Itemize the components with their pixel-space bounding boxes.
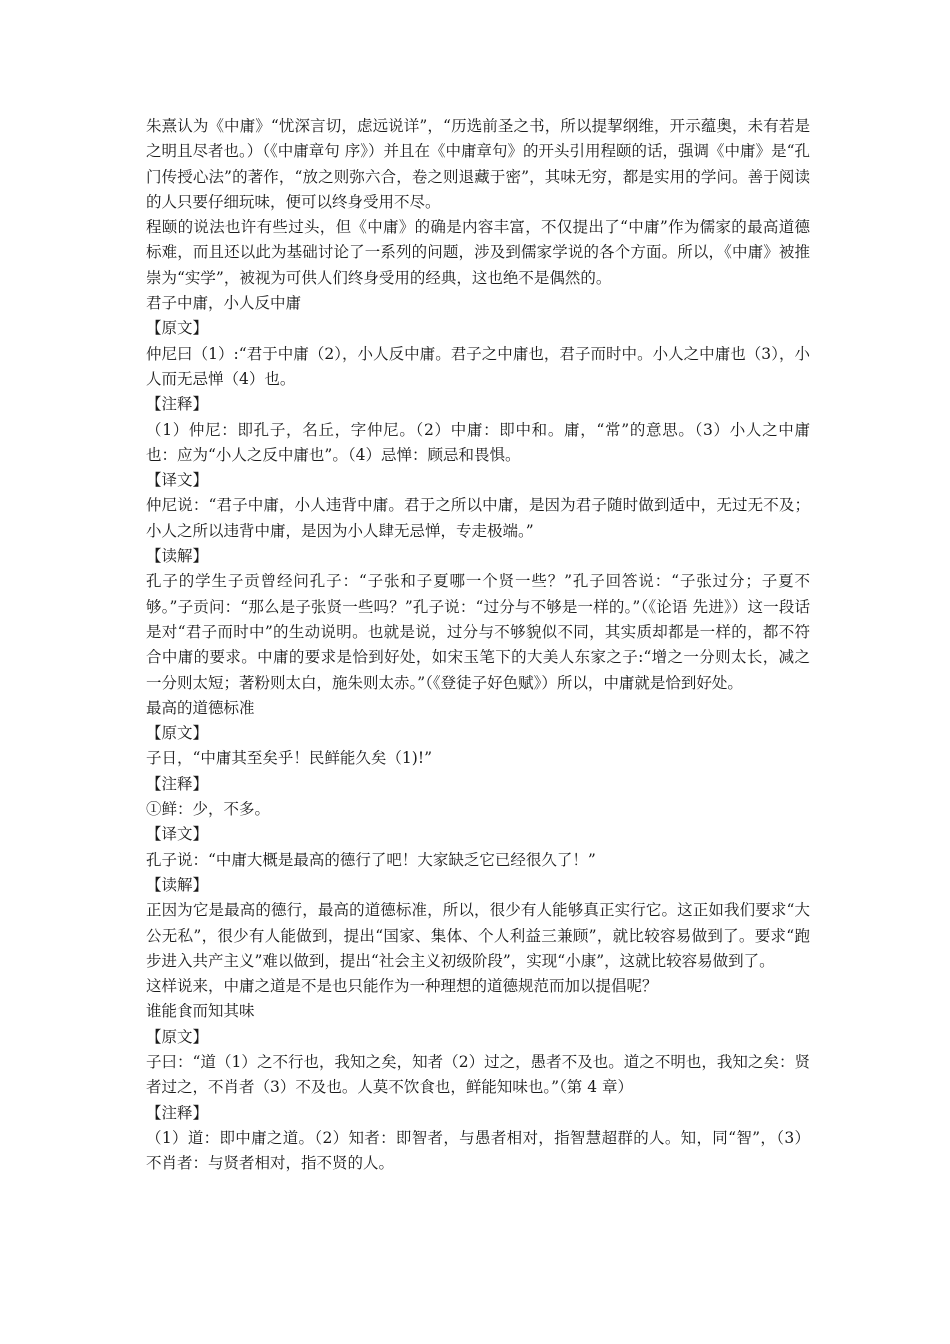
label-translation: 【译文】 bbox=[146, 471, 209, 490]
annotation-text: ①鲜：少，不多。 bbox=[146, 800, 271, 819]
original-text: 子日，“中庸其至矣乎！民鲜能久矣（1)!” bbox=[146, 749, 432, 768]
paragraph-intro-zhuxi: 朱熹认为《中庸》“忧深言切，虑远说详”，“历选前圣之书，所以提挈纲维，开示蕴奥，未有若是之明且尽者也。）（《中庸章句 序》）并且在《中庸章句》的开头引用程颐的话，强调《中庸》是“孔门传授心法”的著作，“放之则弥六合，卷之则退藏于密”，其味无穷，都是实用的学问。善于阅读的人只要仔细玩味，便可以终身受用不尽。 bbox=[146, 117, 810, 211]
annotation-text: （1）仲尼：即孔子，名丘，字仲尼。（2）中庸：即中和。庸，“常”的意思。（3）小人之中庸也：应为“小人之反中庸也”。（4）忌惮：顾忌和畏惧。 bbox=[146, 420, 810, 464]
label-annotation: 【注释】 bbox=[146, 395, 209, 414]
label-translation: 【译文】 bbox=[146, 825, 209, 844]
label-annotation: 【注释】 bbox=[146, 774, 209, 793]
document-body bbox=[146, 114, 810, 1176]
annotation-text: （1）道：即中庸之道。（2）知者：即智者，与愚者相对，指智慧超群的人。知，同“智”，（3）不肖者：与贤者相对，指不贤的人。 bbox=[146, 1128, 810, 1173]
original-text: 子曰：“道（1）之不行也，我知之矣，知者（2）过之，愚者不及也。道之不明也，我知之矣：贤者过之，不肖者（3）不及也。人莫不饮食也，鲜能知味也。”（第 4 章） bbox=[146, 1052, 810, 1097]
paragraph-intro-chengyi: 程颐的说法也许有些过头，但《中庸》的确是内容丰富，不仅提出了“中庸”作为儒家的最高道德标难，而且还以此为基础讨论了一系列的问题，涉及到儒家学说的各个方面。所以，《中庸》被推崇为“实学”，被视为可供人们终身受用的经典，这也绝不是偶然的。 bbox=[146, 218, 810, 287]
label-original-text: 【原文】 bbox=[146, 724, 209, 743]
interpretation-question: 这样说来，中庸之道是不是也只能作为一种理想的道德规范而加以提倡呢？ bbox=[146, 977, 658, 996]
label-interpretation: 【读解】 bbox=[146, 547, 209, 566]
section-heading-2: 最高的道德标准 bbox=[146, 698, 255, 717]
section-heading-3: 谁能食而知其味 bbox=[146, 1002, 255, 1021]
original-text: 仲尼曰（1）:“君于中庸（2），小人反中庸。君子之中庸也，君子而时中。小人之中庸也（3），小人而无忌惮（4）也。 bbox=[146, 344, 810, 388]
interpretation-text: 孔子的学生子贡曾经问孔子：“子张和子夏哪一个贤一些？”孔子回答说：“子张过分；子夏不够。”子贡问：“那么是子张贤一些吗？”孔子说：“过分与不够是一样的。”（《论语 先进》）这一段话是对“君子而时中”的生动说明。也就是说，过分与不够貌似不同，其实质却都是一样的，都不符合中庸的要求。中庸的要求是恰到好处，如宋玉笔下的大美人东家之子:“增之一分则太长，减之一分则太短；著粉则太白，施朱则太赤。”（《登徒子好色赋》）所以，中庸就是恰到好处。 bbox=[146, 572, 810, 692]
translation-text: 仲尼说：“君子中庸，小人违背中庸。君于之所以中庸，是因为君子随时做到适中，无过无不及；小人之所以违背中庸，是因为小人肆无忌惮，专走极端。” bbox=[146, 496, 810, 540]
translation-text: 孔子说：“中庸大概是最高的德行了吧！大家缺乏它已经很久了！” bbox=[146, 850, 596, 869]
label-original-text: 【原文】 bbox=[146, 1027, 209, 1046]
label-interpretation: 【读解】 bbox=[146, 875, 209, 894]
interpretation-text: 正因为它是最高的德行，最高的道德标准，所以，很少有人能够真正实行它。这正如我们要求“大公无私”，很少有人能做到，提出“国家、集体、个人利益三兼顾”，就比较容易做到了。要求“跑步进入共产主义”难以做到，提出“社会主义初级阶段”，实现“小康”，这就比较容易做到了。 bbox=[146, 901, 810, 970]
label-annotation: 【注释】 bbox=[146, 1103, 209, 1122]
section-heading-1: 君子中庸，小人反中庸 bbox=[146, 294, 302, 313]
label-original-text: 【原文】 bbox=[146, 319, 209, 338]
